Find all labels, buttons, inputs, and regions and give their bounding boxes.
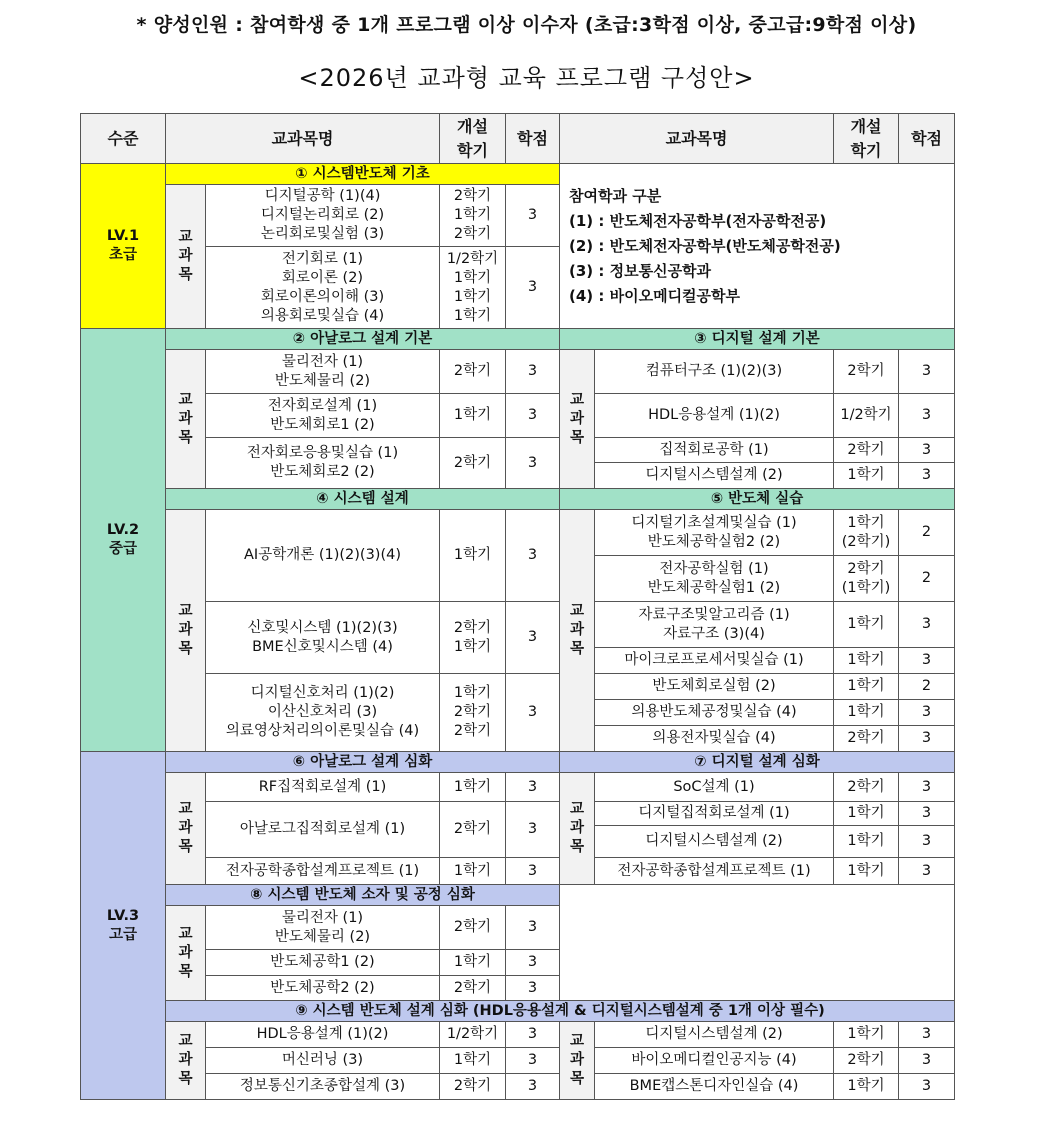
table-cell: 1/2학기 (440, 1022, 506, 1048)
cell-text-line: 목 (570, 429, 585, 446)
cell-text-line: 반도체공학실험2 (2) (647, 533, 781, 550)
cell-text-line: 목 (178, 641, 193, 657)
table-cell: 3 (506, 674, 560, 752)
cell-text-line: 디지털신호처리 (1)(2) (250, 685, 395, 701)
table-row (81, 773, 955, 802)
table-cell: 3 (899, 350, 955, 394)
table-cell (595, 556, 834, 602)
table-cell: 컴퓨터구조 (1)(2)(3) (595, 350, 834, 394)
gwamok-label (166, 185, 206, 329)
table-cell: HDL응용설계 (1)(2) (595, 394, 834, 438)
table-cell: 3 (899, 648, 955, 674)
cell-text-line: 과 (178, 622, 193, 638)
program-table (80, 113, 955, 1100)
table-cell: 2 (899, 510, 955, 556)
table-cell: 3 (506, 510, 560, 602)
gwamok-label (560, 510, 595, 752)
table-cell: 1학기 (440, 950, 506, 976)
cell-text-line: 2학기 (453, 723, 492, 739)
table-cell: 3 (506, 602, 560, 674)
cell-text-line: 물리전자 (1) (281, 353, 364, 370)
table-cell: 3 (899, 802, 955, 826)
table-cell: 1학기 (440, 1048, 506, 1074)
table-cell: 1학기 (440, 510, 506, 602)
table-cell: 3 (899, 1022, 955, 1048)
cell-text-line: 목 (178, 963, 193, 980)
table-cell (834, 556, 899, 602)
table-row (81, 394, 955, 438)
table-cell: 1/2학기 (834, 394, 899, 438)
table-cell: 정보통신기초종합설계 (3) (206, 1074, 440, 1100)
gwamok-label (166, 1022, 206, 1100)
cell-text-line: (2) : 반도체전자공학부(반도체공학전공) (569, 237, 841, 255)
cell-text-line: 반도체물리 (2) (274, 928, 371, 945)
cell-text-line: 전자회로응용및실습 (1) (246, 445, 399, 461)
program-5-title: ⑤ 반도체 실습 (560, 489, 955, 510)
table-cell (206, 906, 440, 950)
table-cell: 1학기 (834, 826, 899, 858)
table-cell: 1학기 (834, 674, 899, 700)
table-cell: 반도체공학1 (2) (206, 950, 440, 976)
table-cell: 의용반도체공정및실습 (4) (595, 700, 834, 726)
cell-text-line: (2학기) (841, 533, 891, 550)
table-cell (206, 247, 440, 329)
cell-text-line: 자료구조 (3)(4) (663, 625, 765, 642)
program-3-title: ③ 디지털 설계 기본 (560, 329, 955, 350)
cell-text-line: 2학기 (847, 560, 885, 577)
cell-text-line: 목 (178, 429, 193, 446)
table-cell: 전자공학종합설계프로젝트 (1) (595, 858, 834, 885)
cell-text-line: 과 (570, 622, 585, 638)
table-cell: 3 (506, 858, 560, 885)
table-cell: 디지털집적회로설계 (1) (595, 802, 834, 826)
cell-text-line: (3) : 정보통신공학과 (569, 262, 712, 280)
program-8-title: ⑧ 시스템 반도체 소자 및 공정 심화 (166, 885, 560, 906)
table-cell (206, 438, 440, 489)
table-cell: 2학기 (834, 773, 899, 802)
cell-text-line: 1학기 (453, 269, 492, 286)
table-row (81, 1048, 955, 1074)
cell-text-line: 교 (178, 391, 193, 408)
cell-text-line: 학기 (850, 140, 882, 160)
table-cell: 1학기 (834, 700, 899, 726)
cell-text-line: 신호및시스템 (1)(2)(3) (247, 619, 398, 636)
level-1-cell (81, 164, 166, 329)
cell-text-line: 고급 (108, 926, 137, 943)
header-semester-right (834, 114, 899, 164)
cell-text-line: 전자회로설계 (1) (267, 397, 378, 414)
table-cell: 2학기 (440, 438, 506, 489)
cell-text-line: 교 (570, 603, 585, 619)
cell-text-line: 이산신호처리 (3) (267, 704, 378, 720)
table-cell (206, 185, 440, 247)
cell-text-line: 1학기 (453, 288, 492, 305)
table-cell: 1학기 (834, 648, 899, 674)
header-credits-right: 학점 (899, 114, 955, 164)
cell-text-line: 디지털공학 (1)(4) (264, 188, 381, 204)
cell-text-line: 학기 (457, 140, 488, 160)
cell-text-line: LV.2 (106, 522, 140, 538)
cell-text-line: 과 (178, 248, 193, 264)
cell-text-line: 과 (570, 1052, 585, 1068)
cell-text-line: 목 (570, 839, 585, 855)
cell-text-line: 2학기 (453, 188, 492, 204)
cell-text-line: 전자공학실험 (1) (659, 560, 769, 577)
table-cell: 3 (506, 1022, 560, 1048)
table-row (81, 858, 955, 885)
table-cell: HDL응용설계 (1)(2) (206, 1022, 440, 1048)
table-row (81, 1074, 955, 1100)
table-cell: 1학기 (440, 858, 506, 885)
program-2-title: ② 아날로그 설계 기본 (166, 329, 560, 350)
table-cell (440, 602, 506, 674)
cell-text-line: 교 (178, 925, 193, 942)
table-cell: 1학기 (834, 802, 899, 826)
cell-text-line: 1학기 (847, 514, 885, 531)
cell-text-line: 반도체회로1 (2) (270, 416, 375, 433)
table-cell: 3 (899, 726, 955, 752)
cell-text-line: 목 (178, 1071, 193, 1087)
cell-text-line: 목 (570, 1071, 585, 1087)
table-cell: 3 (899, 858, 955, 885)
table-cell: 1학기 (834, 858, 899, 885)
table-cell: 2 (899, 674, 955, 700)
table-cell: 3 (506, 394, 560, 438)
header-level: 수준 (81, 114, 166, 164)
cell-text-line: 자료구조및알고리즘 (1) (638, 606, 790, 623)
gwamok-label (166, 773, 206, 885)
program-9-title: ⑨ 시스템 반도체 설계 심화 (HDL응용설계 & 디지털시스템설계 중 1개 이상 필수) (166, 1001, 955, 1022)
cell-text-line: 반도체물리 (2) (274, 372, 371, 389)
table-cell: 1학기 (834, 1074, 899, 1100)
table-cell (440, 185, 506, 247)
table-cell (834, 510, 899, 556)
cell-text-line: 과 (570, 820, 585, 836)
cell-text-line: 교 (570, 801, 585, 817)
cell-text-line: 목 (178, 267, 193, 283)
cell-text-line: LV.1 (106, 228, 140, 244)
cell-text-line: 초급 (108, 247, 137, 263)
header-credits: 학점 (506, 114, 560, 164)
cell-text-line: BME신호및시스템 (4) (252, 638, 393, 655)
table-cell: 2학기 (834, 726, 899, 752)
cell-text-line: 논리회로및실험 (3) (260, 226, 385, 242)
table-cell (440, 247, 506, 329)
table-row (81, 802, 955, 826)
cell-text-line: 2학기 (453, 704, 492, 720)
level-3-cell (81, 752, 166, 1100)
table-cell: 3 (899, 463, 955, 489)
cell-text-line: 중급 (108, 541, 137, 557)
table-row (81, 510, 955, 556)
table-row (81, 602, 955, 648)
cell-text-line: 회로이론의이해 (3) (260, 288, 385, 305)
table-cell: 3 (506, 438, 560, 489)
table-cell: 3 (899, 394, 955, 438)
table-cell: BME캡스톤디자인실습 (4) (595, 1074, 834, 1100)
table-cell: 2학기 (440, 906, 506, 950)
cell-text-line: (1) : 반도체전자공학부(전자공학전공) (569, 212, 827, 230)
cell-text-line: 물리전자 (1) (281, 909, 364, 926)
table-cell (440, 674, 506, 752)
table-cell: 1학기 (834, 1022, 899, 1048)
cell-text-line: 교 (178, 801, 193, 817)
table-cell: 3 (899, 826, 955, 858)
table-cell: 1학기 (440, 394, 506, 438)
cell-text-line: 과 (178, 944, 193, 961)
table-cell: 1학기 (440, 773, 506, 802)
table-cell (206, 350, 440, 394)
table-cell: 반도체공학2 (2) (206, 976, 440, 1001)
cell-text-line: 1학기 (453, 638, 492, 655)
cell-text-line: 개설 (457, 116, 488, 136)
cell-text-line: 1학기 (453, 307, 492, 324)
table-cell: 마이크로프로세서및실습 (1) (595, 648, 834, 674)
cell-text-line: LV.3 (106, 907, 140, 924)
cell-text-line: 2학기 (453, 619, 492, 636)
table-cell: RF집적회로설계 (1) (206, 773, 440, 802)
cell-text-line: 목 (178, 839, 193, 855)
cell-text-line: 교 (570, 391, 585, 408)
top-note: * 양성인원 : 참여학생 중 1개 프로그램 이상 이수자 (초급:3학점 이상, 중고급:9학점 이상) (136, 14, 917, 36)
table-cell (595, 602, 834, 648)
table-cell: 2학기 (440, 1074, 506, 1100)
cell-text-line: 교 (178, 1033, 193, 1049)
table-cell (206, 674, 440, 752)
cell-text-line: 의료영상처리의이론및실습 (4) (225, 723, 420, 739)
table-cell: 2학기 (834, 438, 899, 463)
cell-text-line: 반도체회로2 (2) (270, 464, 375, 480)
cell-text-line: 디지털논리회로 (2) (260, 207, 385, 223)
cell-text-line: 과 (178, 1052, 193, 1068)
cell-text-line: 과 (570, 410, 585, 427)
cell-text-line: 의용회로및실습 (4) (260, 307, 385, 324)
table-cell: 2학기 (834, 1048, 899, 1074)
table-cell: 머신러닝 (3) (206, 1048, 440, 1074)
cell-text-line: 디지털기초설계및실습 (1) (631, 514, 797, 531)
gwamok-label (560, 1022, 595, 1100)
table-cell: AI공학개론 (1)(2)(3)(4) (206, 510, 440, 602)
table-cell: SoC설계 (1) (595, 773, 834, 802)
table-cell: 전자공학종합설계프로젝트 (1) (206, 858, 440, 885)
table-cell: 3 (506, 185, 560, 247)
gwamok-label (166, 906, 206, 1001)
table-cell: 1학기 (834, 602, 899, 648)
table-row (81, 350, 955, 394)
cell-text-line: 과 (178, 410, 193, 427)
table-cell (206, 394, 440, 438)
table-cell: 3 (899, 1048, 955, 1074)
gwamok-label (166, 510, 206, 752)
cell-text-line: (4) : 바이오메디컬공학부 (569, 287, 741, 305)
table-cell: 2학기 (440, 350, 506, 394)
table-row (81, 674, 955, 700)
empty-cell (560, 885, 955, 1001)
cell-text-line: 교 (178, 229, 193, 245)
cell-text-line: 전기회로 (1) (281, 250, 364, 267)
table-cell: 바이오메디컬인공지능 (4) (595, 1048, 834, 1074)
table-row (81, 1022, 955, 1048)
header-row (81, 114, 955, 164)
table-cell: 3 (506, 247, 560, 329)
table-cell (595, 510, 834, 556)
table-cell: 1학기 (834, 463, 899, 489)
table-cell: 디지털시스템설계 (2) (595, 463, 834, 489)
table-row (81, 438, 955, 463)
header-semester (440, 114, 506, 164)
cell-text-line: 교 (178, 603, 193, 619)
table-cell: 3 (899, 700, 955, 726)
cell-text-line: 2학기 (453, 226, 492, 242)
cell-text-line: 과 (178, 820, 193, 836)
document-title: <2026년 교과형 교육 프로그램 구성안> (298, 64, 755, 92)
table-cell: 의용전자및실습 (4) (595, 726, 834, 752)
cell-text-line: 1/2학기 (446, 250, 499, 267)
table-cell: 집적회로공학 (1) (595, 438, 834, 463)
cell-text-line: 목 (570, 641, 585, 657)
cell-text-line: 교 (570, 1033, 585, 1049)
table-cell: 3 (506, 976, 560, 1001)
table-cell: 3 (506, 802, 560, 858)
table-cell: 3 (899, 773, 955, 802)
cell-text-line: 개설 (850, 116, 882, 136)
cell-text-line: 1학기 (453, 207, 492, 223)
department-legend (560, 164, 955, 329)
header-course-name: 교과목명 (166, 114, 440, 164)
table-cell: 2 (899, 556, 955, 602)
table-cell: 2학기 (440, 976, 506, 1001)
program-4-title: ④ 시스템 설계 (166, 489, 560, 510)
cell-text-line: (1학기) (841, 579, 891, 596)
cell-text-line: 반도체공학실험1 (2) (647, 579, 781, 596)
table-cell: 디지털시스템설계 (2) (595, 1022, 834, 1048)
cell-text-line: 회로이론 (2) (281, 269, 364, 286)
table-cell: 3 (506, 906, 560, 950)
table-cell: 반도체회로실험 (2) (595, 674, 834, 700)
table-cell: 3 (506, 950, 560, 976)
table-cell (206, 602, 440, 674)
header-course-name-right: 교과목명 (560, 114, 834, 164)
table-cell: 아날로그집적회로설계 (1) (206, 802, 440, 858)
program-1-title: ① 시스템반도체 기초 (166, 164, 560, 185)
table-cell: 3 (899, 438, 955, 463)
table-cell: 2학기 (834, 350, 899, 394)
table-cell: 3 (506, 773, 560, 802)
gwamok-label (560, 773, 595, 885)
cell-text-line: 1학기 (453, 685, 492, 701)
level-2-cell (81, 329, 166, 752)
table-cell: 3 (506, 1048, 560, 1074)
table-cell: 3 (506, 1074, 560, 1100)
program-6-title: ⑥ 아날로그 설계 심화 (166, 752, 560, 773)
program-7-title: ⑦ 디지털 설계 심화 (560, 752, 955, 773)
table-cell: 3 (899, 1074, 955, 1100)
table-cell: 2학기 (440, 802, 506, 858)
gwamok-label (560, 350, 595, 489)
table-cell: 디지털시스템설계 (2) (595, 826, 834, 858)
table-cell: 3 (899, 602, 955, 648)
table-cell: 3 (506, 350, 560, 394)
cell-text-line: 참여학과 구분 (569, 187, 662, 205)
gwamok-label (166, 350, 206, 489)
